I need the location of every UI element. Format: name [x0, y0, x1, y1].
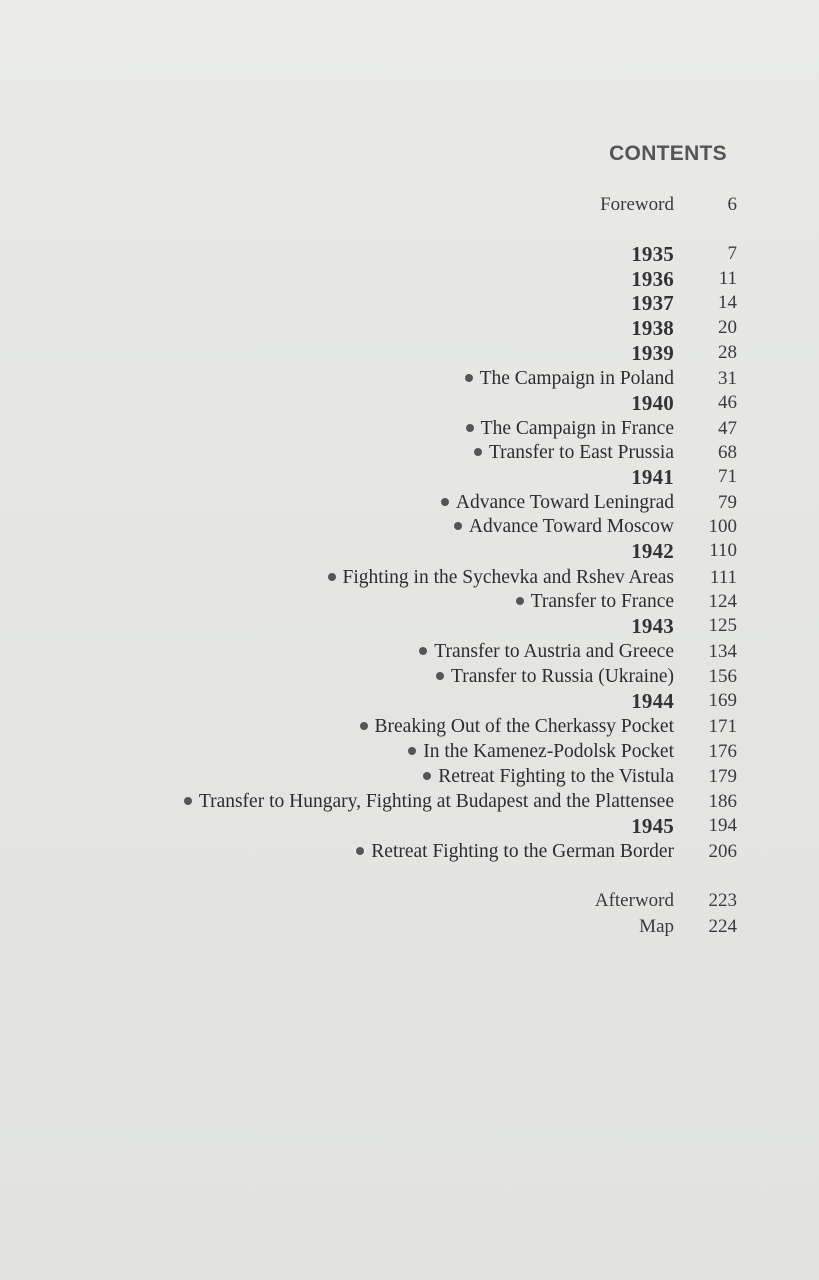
toc-year-row	[0, 538, 819, 564]
bullet-icon	[436, 672, 444, 680]
toc-page-number: 14	[718, 292, 737, 313]
toc-chapter-label: In the Kamenez-Podolsk Pocket	[423, 741, 674, 762]
toc-chapter-label: Advance Toward Leningrad	[455, 492, 674, 513]
bullet-icon	[423, 772, 431, 780]
toc-page-number: 68	[718, 442, 737, 463]
toc-chapter-row	[0, 639, 819, 665]
toc-chapter-label: Breaking Out of the Cherkassy Pocket	[374, 716, 674, 737]
toc-page-number: 223	[708, 890, 737, 911]
toc-page-number: 156	[708, 666, 737, 687]
toc-year-label: 1936	[631, 267, 674, 291]
toc-page-number: 124	[708, 591, 737, 612]
toc-page-number: 169	[708, 690, 737, 711]
toc-year-label: 1935	[631, 242, 674, 266]
toc-chapter-row	[0, 739, 819, 765]
bullet-icon	[466, 424, 474, 432]
toc-page-number: 224	[708, 916, 737, 937]
toc-front-entry	[0, 192, 819, 218]
toc-year-label: 1944	[631, 689, 674, 713]
toc-page-number: 179	[708, 766, 737, 787]
toc-page-number: 111	[709, 567, 737, 588]
toc-chapter-row	[0, 839, 819, 865]
toc-chapter-row	[0, 714, 819, 740]
toc-page-number: 110	[709, 540, 737, 561]
toc-year-label: 1942	[631, 539, 674, 563]
toc-back-entry	[0, 914, 819, 940]
toc-page-number: 125	[708, 615, 737, 636]
toc-page-number: 186	[708, 791, 737, 812]
toc-page-number: 176	[708, 741, 737, 762]
toc-page-number: 46	[718, 392, 737, 413]
toc-year-row	[0, 688, 819, 714]
toc-chapter-row	[0, 565, 819, 591]
bullet-icon	[328, 573, 336, 581]
toc-page-number: 11	[718, 268, 737, 289]
toc-year-label: 1939	[631, 341, 674, 365]
toc-page-number: 6	[727, 194, 737, 215]
toc-chapter-row	[0, 440, 819, 466]
toc-page-number: 71	[718, 466, 737, 487]
toc-chapter-row	[0, 789, 819, 815]
toc-page-number: 7	[727, 243, 737, 264]
toc-chapter-row	[0, 514, 819, 540]
toc-year-label: 1937	[631, 291, 674, 315]
bullet-icon	[454, 522, 462, 530]
toc-page-number: 28	[718, 342, 737, 363]
toc-chapter-label: Advance Toward Moscow	[468, 516, 674, 537]
bullet-icon	[516, 597, 524, 605]
toc-year-row	[0, 390, 819, 416]
toc-year-label: 1938	[631, 316, 674, 340]
toc-chapter-label: Retreat Fighting to the Vistula	[438, 766, 674, 787]
contents-heading: CONTENTS	[609, 142, 727, 165]
toc-chapter-label: The Campaign in France	[480, 418, 674, 439]
toc-chapter-row	[0, 490, 819, 516]
bullet-icon	[360, 722, 368, 730]
toc-page-number: 47	[718, 418, 737, 439]
toc-chapter-label: The Campaign in Poland	[479, 368, 674, 389]
toc-page-number: 31	[718, 368, 737, 389]
toc-chapter-label: Transfer to Austria and Greece	[434, 641, 674, 662]
bullet-icon	[419, 647, 427, 655]
toc-year-row	[0, 813, 819, 839]
toc-entry-label: Foreword	[600, 194, 674, 215]
bullet-icon	[465, 374, 473, 382]
toc-year-label: 1943	[631, 614, 674, 638]
toc-chapter-row	[0, 366, 819, 392]
toc-chapter-row	[0, 664, 819, 690]
toc-page-number: 79	[718, 492, 737, 513]
bullet-icon	[408, 747, 416, 755]
toc-entry-label: Afterword	[594, 890, 674, 911]
bullet-icon	[474, 448, 482, 456]
toc-year-row	[0, 241, 819, 267]
toc-chapter-label: Fighting in the Sychevka and Rshev Areas	[342, 567, 674, 588]
toc-year-label: 1940	[631, 391, 674, 415]
toc-chapter-label: Retreat Fighting to the German Border	[371, 841, 674, 862]
toc-year-label: 1945	[631, 814, 674, 838]
toc-chapter-row	[0, 589, 819, 615]
toc-chapter-label: Transfer to Russia (Ukraine)	[451, 666, 674, 687]
toc-chapter-label: Transfer to Hungary, Fighting at Budapest and the Plattensee	[198, 791, 674, 812]
bullet-icon	[184, 797, 192, 805]
toc-page-number: 206	[708, 841, 737, 862]
bullet-icon	[356, 847, 364, 855]
toc-year-row	[0, 266, 819, 292]
toc-year-row	[0, 290, 819, 316]
toc-entry-label: Map	[639, 916, 674, 937]
toc-page-number: 171	[708, 716, 737, 737]
toc-page-number: 134	[708, 641, 737, 662]
toc-year-row	[0, 464, 819, 490]
toc-page-number: 100	[708, 516, 737, 537]
toc-year-row	[0, 613, 819, 639]
toc-page-number: 20	[718, 317, 737, 338]
toc-chapter-row	[0, 764, 819, 790]
toc-year-row	[0, 315, 819, 341]
toc-chapter-label: Transfer to France	[530, 591, 674, 612]
toc-page-number: 194	[708, 815, 737, 836]
toc-chapter-row	[0, 416, 819, 442]
toc-back-entry	[0, 888, 819, 914]
toc-year-row	[0, 340, 819, 366]
bullet-icon	[441, 498, 449, 506]
toc-chapter-label: Transfer to East Prussia	[488, 442, 674, 463]
toc-year-label: 1941	[631, 465, 674, 489]
